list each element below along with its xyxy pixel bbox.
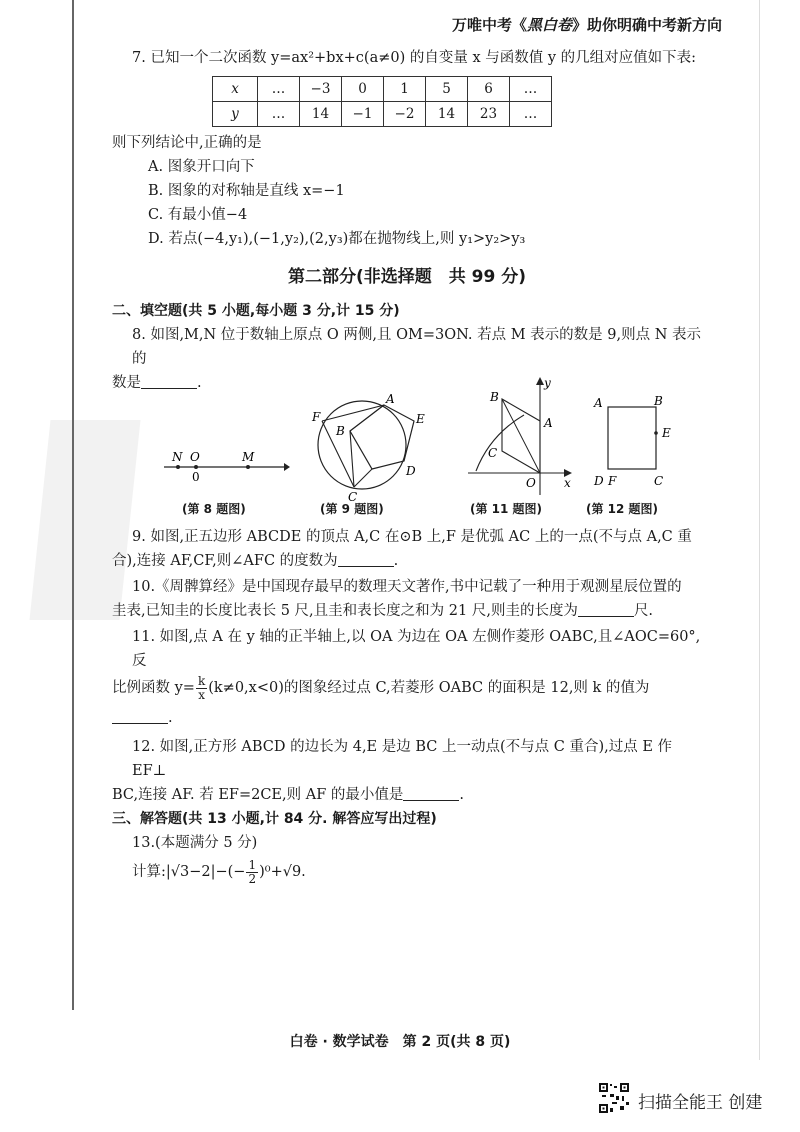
figure-8 [160, 399, 290, 519]
label-m: M [242, 450, 255, 464]
label-d: D [406, 464, 416, 478]
q13-title: 13.(本题满分 5 分) [132, 835, 258, 851]
table-cell: … [510, 77, 552, 102]
denominator: x [198, 687, 205, 702]
fig12-caption: (第 12 题图) [586, 502, 659, 516]
table-cell: 0 [342, 77, 384, 102]
q8-text: 8. 如图,M,N 位于数轴上原点 O 两侧,且 OM=3ON. 若点 M 表示的数是 9,则点 N 表示的 [132, 327, 702, 367]
label-e: E [416, 412, 425, 426]
q9-text: 9. 如图,正五边形 ABCDE 的顶点 A,C 在⊙B 上,F 是优弧 AC 上的一点(不与点 A,C 重 [132, 529, 692, 545]
answer-blank[interactable] [112, 709, 168, 724]
table-cell: y [213, 102, 258, 127]
fig8-caption: (第 8 题图) [182, 502, 246, 516]
pentagon-circle-figure [302, 385, 442, 503]
answer-blank[interactable] [403, 786, 459, 801]
label-d: D [594, 474, 604, 488]
label-b: B [490, 390, 499, 404]
q10-text: 10.《周髀算经》是中国现存最早的数理天文著作,书中记载了一种用于观测星辰位置的 [132, 579, 682, 595]
table-cell: … [258, 102, 300, 127]
q7-stem: 7. 已知一个二次函数 y=ax²+bx+c(a≠0) 的自变量 x 与函数值 y 的几组对应值如下表: [132, 50, 697, 66]
q7-option-a: A. 图象开口向下 [148, 159, 255, 175]
qr-code-icon [598, 1082, 630, 1114]
label-x: x [564, 476, 571, 490]
label-o: O [190, 450, 200, 464]
q11-end: . [168, 710, 173, 726]
label-e: E [662, 426, 671, 440]
table-cell: 14 [426, 102, 468, 127]
table-cell: 6 [468, 77, 510, 102]
q10-text-2: 圭表,已知圭的长度比表长 5 尺,且圭和表长度之和为 21 尺,则圭的长度为 [112, 603, 578, 619]
label-c: C [348, 490, 358, 503]
q8-text-2: 数是 [112, 375, 141, 391]
question-10 [112, 575, 702, 623]
numerator: k [197, 673, 206, 688]
page-footer: 白卷 · 数学试卷 第 2 页(共 8 页) [289, 1034, 511, 1050]
label-f: F [312, 410, 321, 424]
table-cell: x [213, 77, 258, 102]
table-row-x [213, 77, 552, 102]
table-cell: 14 [300, 102, 342, 127]
exam-page [112, 46, 702, 889]
q7-option-b: B. 图象的对称轴是直线 x=−1 [148, 183, 345, 199]
q7-value-table [212, 76, 552, 127]
q13-post: )⁰+√9. [259, 864, 306, 880]
label-a: A [386, 392, 395, 406]
table-cell: 5 [426, 77, 468, 102]
figure-11 [464, 375, 574, 519]
scanner-credit: 扫描全能王 创建 [638, 1093, 763, 1113]
fraction-k-over-x [196, 675, 207, 702]
table-cell: −3 [300, 77, 342, 102]
figure-9 [302, 385, 442, 519]
binding-margin-line [72, 0, 74, 1010]
scanner-stamp [598, 1082, 794, 1116]
q9-end: . [393, 553, 399, 569]
label-b: B [336, 424, 345, 438]
page-edge [759, 0, 760, 1060]
answer-blank[interactable] [338, 552, 394, 567]
q12-end: . [459, 787, 464, 803]
fig9-caption: (第 9 题图) [320, 502, 384, 516]
section-fill-in-title: 二、填空题(共 5 小题,每小题 3 分,计 15 分) [112, 303, 400, 319]
table-cell: … [258, 77, 300, 102]
q12-text-2: BC,连接 AF. 若 EF=2CE,则 AF 的最小值是 [112, 787, 404, 803]
question-9 [112, 525, 702, 573]
part-two-title: 第二部分(非选择题 共 99 分) [287, 267, 527, 287]
table-cell: 1 [384, 77, 426, 102]
denominator: 2 [248, 871, 257, 886]
q11-text: 11. 如图,点 A 在 y 轴的正半轴上,以 OA 为边在 OA 左侧作菱形 OABC,且∠AOC=60°,反 [132, 629, 701, 669]
section-answer-title: 三、解答题(共 13 小题,计 84 分. 解答应写出过程) [112, 811, 437, 827]
label-c: C [488, 446, 498, 460]
table-cell: −1 [342, 102, 384, 127]
table-cell: 23 [468, 102, 510, 127]
answer-blank[interactable] [141, 374, 197, 389]
q7-option-c: C. 有最小值−4 [148, 207, 248, 223]
table-cell: … [510, 102, 552, 127]
question-12 [112, 735, 702, 807]
numerator: 1 [248, 857, 257, 872]
q11-pre: 比例函数 y= [112, 680, 195, 696]
q13-pre: 计算:|√3−2|−(− [132, 864, 246, 880]
square-figure [588, 385, 688, 503]
q10-end: 尺. [633, 603, 654, 619]
q7-option-d: D. 若点(−4,y₁),(−1,y₂),(2,y₃)都在抛物线上,则 y₁>y₂>y₃ [148, 231, 526, 247]
q8-end: . [197, 375, 202, 391]
label-b: B [654, 394, 663, 408]
label-o: O [526, 476, 536, 490]
question-13 [112, 831, 702, 889]
page-header: 万唯中考《黑白卷》助你明确中考新方向 [451, 16, 722, 34]
q11-post: (k≠0,x<0)的图象经过点 C,若菱形 OABC 的面积是 12,则 k 的值为 [208, 680, 650, 696]
rhombus-hyperbola-figure [464, 375, 574, 503]
label-zero: 0 [192, 470, 200, 484]
label-n: N [172, 450, 183, 464]
table-row-y [213, 102, 552, 127]
q7-prompt: 则下列结论中,正确的是 [112, 135, 262, 151]
q12-text: 12. 如图,正方形 ABCD 的边长为 4,E 是边 BC 上一动点(不与点 C 重合),过点 E 作 EF⊥ [132, 739, 673, 779]
question-7 [112, 46, 702, 251]
q9-text-2: 合),连接 AF,CF,则∠AFC 的度数为 [112, 553, 338, 569]
answer-blank[interactable] [578, 602, 634, 617]
fraction-one-half [246, 859, 258, 886]
label-a: A [594, 396, 603, 410]
label-f: F [608, 474, 617, 488]
label-y: y [544, 376, 551, 390]
label-c: C [654, 474, 664, 488]
number-line-figure [160, 399, 290, 499]
figure-12 [588, 385, 688, 519]
fig11-caption: (第 11 题图) [470, 502, 543, 516]
question-11 [112, 625, 702, 733]
table-cell: −2 [384, 102, 426, 127]
label-a: A [544, 416, 553, 430]
